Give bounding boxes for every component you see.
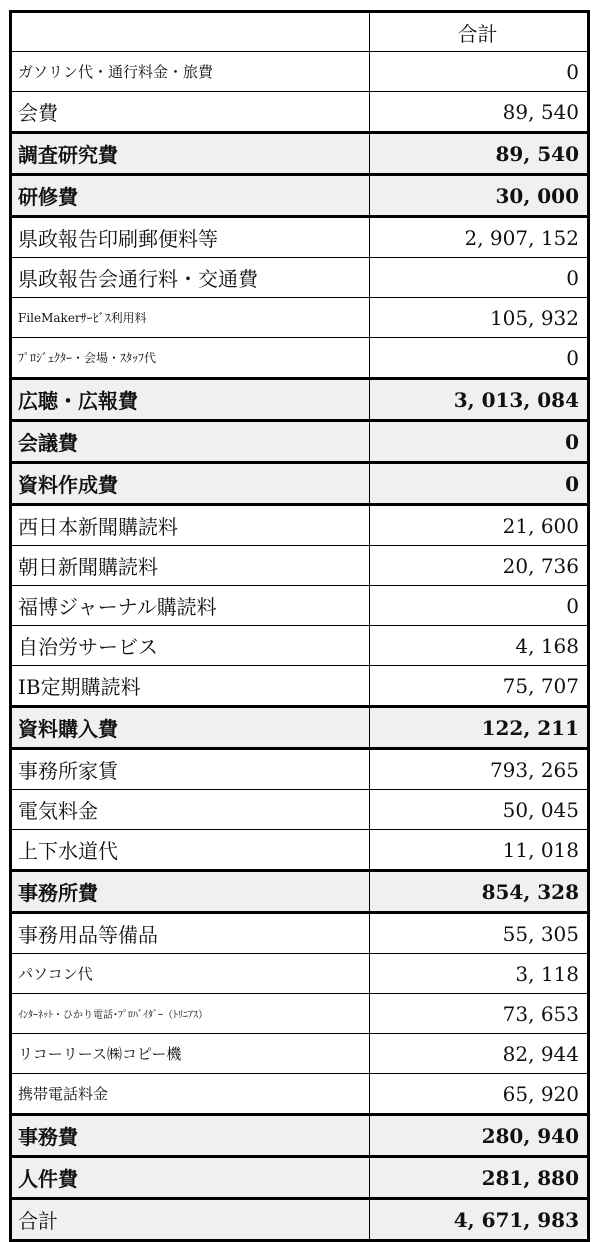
- row-value: 2, 907, 152: [370, 217, 589, 258]
- table-row: [11, 954, 589, 994]
- table-row: [11, 994, 589, 1034]
- subtotal-row: [11, 707, 589, 749]
- subtotal-row: [11, 1115, 589, 1157]
- row-value: 89, 540: [370, 92, 589, 133]
- row-label: ガソリン代・通行料金・旅費: [11, 52, 370, 92]
- row-label: ｲﾝﾀｰﾈｯﾄ・ひかり電話･ﾌﾟﾛﾊﾞｲﾀﾞｰ（ﾄﾘﾆｱｽ）: [11, 994, 370, 1034]
- table-row: [11, 830, 589, 871]
- row-label: 福博ジャーナル購読料: [11, 586, 370, 626]
- header-total-cell: 合計: [370, 12, 589, 52]
- row-label: 県政報告印刷郵便料等: [11, 217, 370, 258]
- subtotal-label: 広聴・広報費: [11, 379, 370, 421]
- grand-total-value: 4, 671, 983: [370, 1199, 589, 1241]
- subtotal-value: 281, 880: [370, 1157, 589, 1199]
- row-value: 11, 018: [370, 830, 589, 871]
- table-row: [11, 217, 589, 258]
- row-value: 65, 920: [370, 1074, 589, 1115]
- subtotal-value: 280, 940: [370, 1115, 589, 1157]
- table-row: [11, 52, 589, 92]
- subtotal-row: [11, 463, 589, 505]
- row-label: 会費: [11, 92, 370, 133]
- subtotal-label: 資料購入費: [11, 707, 370, 749]
- row-label: 朝日新聞購読料: [11, 546, 370, 586]
- row-value: 82, 944: [370, 1034, 589, 1074]
- row-label: 携帯電話料金: [11, 1074, 370, 1115]
- subtotal-label: 事務費: [11, 1115, 370, 1157]
- subtotal-value: 89, 540: [370, 133, 589, 175]
- subtotal-row: [11, 175, 589, 217]
- row-value: 0: [370, 586, 589, 626]
- subtotal-row: [11, 1157, 589, 1199]
- row-value: 0: [370, 258, 589, 298]
- row-value: 75, 707: [370, 666, 589, 707]
- subtotal-row: [11, 421, 589, 463]
- subtotal-label: 研修費: [11, 175, 370, 217]
- row-label: 事務所家賃: [11, 749, 370, 790]
- table-row: [11, 505, 589, 546]
- table-row: [11, 626, 589, 666]
- subtotal-value: 3, 013, 084: [370, 379, 589, 421]
- subtotal-value: 122, 211: [370, 707, 589, 749]
- subtotal-label: 調査研究費: [11, 133, 370, 175]
- subtotal-value: 0: [370, 463, 589, 505]
- row-label: ﾌﾟﾛｼﾞｪｸﾀｰ・会場・ｽﾀｯﾌ代: [11, 338, 370, 379]
- row-value: 20, 736: [370, 546, 589, 586]
- row-value: 73, 653: [370, 994, 589, 1034]
- table-row: [11, 298, 589, 338]
- expense-table: [9, 10, 590, 1242]
- table-row: [11, 749, 589, 790]
- subtotal-label: 事務所費: [11, 871, 370, 913]
- subtotal-row: [11, 871, 589, 913]
- row-value: 105, 932: [370, 298, 589, 338]
- table-row: [11, 258, 589, 298]
- table-row: [11, 546, 589, 586]
- table-row: [11, 92, 589, 133]
- row-value: 3, 118: [370, 954, 589, 994]
- row-label: 電気料金: [11, 790, 370, 830]
- subtotal-value: 854, 328: [370, 871, 589, 913]
- row-value: 0: [370, 338, 589, 379]
- table-row: [11, 1034, 589, 1074]
- row-label: 県政報告会通行料・交通費: [11, 258, 370, 298]
- header-label-cell: [11, 12, 370, 52]
- subtotal-label: 人件費: [11, 1157, 370, 1199]
- table-row: [11, 666, 589, 707]
- table-header-row: [11, 12, 589, 52]
- row-label: 事務用品等備品: [11, 913, 370, 954]
- row-label: 自治労サービス: [11, 626, 370, 666]
- row-value: 21, 600: [370, 505, 589, 546]
- grand-total-row: [11, 1199, 589, 1241]
- table-row: [11, 338, 589, 379]
- table-row: [11, 913, 589, 954]
- row-label: 上下水道代: [11, 830, 370, 871]
- table-row: [11, 586, 589, 626]
- subtotal-value: 30, 000: [370, 175, 589, 217]
- subtotal-label: 資料作成費: [11, 463, 370, 505]
- row-value: 55, 305: [370, 913, 589, 954]
- subtotal-row: [11, 133, 589, 175]
- table-row: [11, 790, 589, 830]
- grand-total-label: 合計: [11, 1199, 370, 1241]
- table-row: [11, 1074, 589, 1115]
- row-label: リコーリース㈱コピー機: [11, 1034, 370, 1074]
- row-label: パソコン代: [11, 954, 370, 994]
- row-value: 793, 265: [370, 749, 589, 790]
- subtotal-row: [11, 379, 589, 421]
- row-label: FileMakerｻｰﾋﾞｽ利用料: [11, 298, 370, 338]
- row-value: 0: [370, 52, 589, 92]
- row-value: 4, 168: [370, 626, 589, 666]
- row-label: IB定期購読料: [11, 666, 370, 707]
- subtotal-label: 会議費: [11, 421, 370, 463]
- row-value: 50, 045: [370, 790, 589, 830]
- subtotal-value: 0: [370, 421, 589, 463]
- row-label: 西日本新聞購読料: [11, 505, 370, 546]
